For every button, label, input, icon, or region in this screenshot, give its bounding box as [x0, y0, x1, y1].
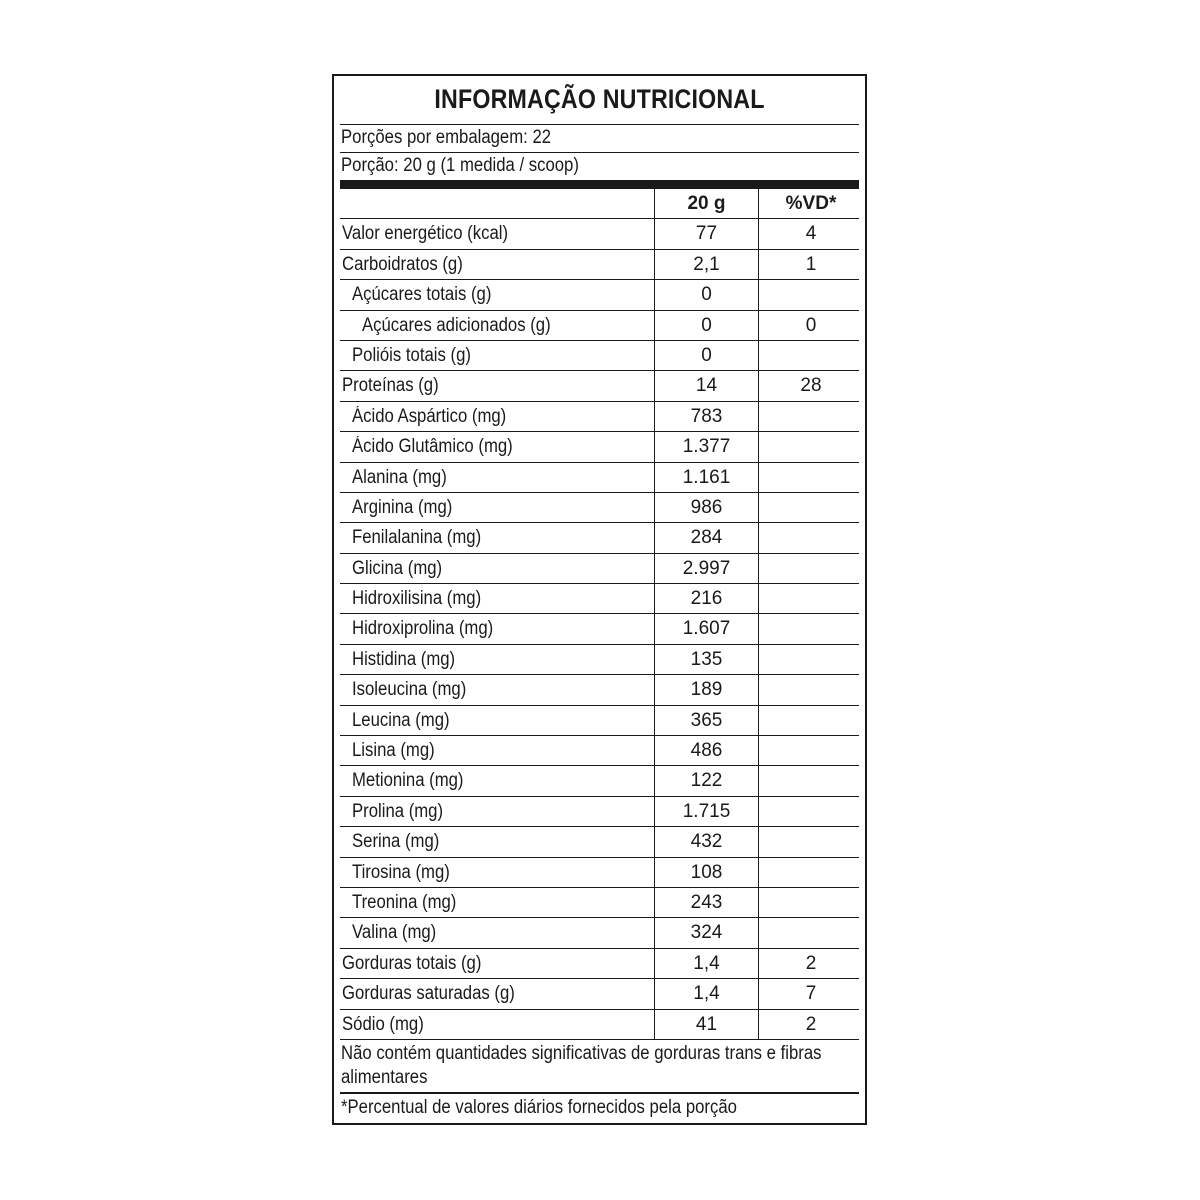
nutrient-name: Carboidratos (g): [342, 253, 463, 275]
nutrient-amount: 135: [654, 645, 758, 674]
table-row: [340, 584, 859, 614]
thick-divider: [340, 180, 859, 189]
nutrition-facts-label: [332, 74, 867, 1125]
nutrient-name: Gorduras totais (g): [342, 952, 482, 974]
nutrient-amount: 2.997: [654, 554, 758, 583]
nutrient-name: Histidina (mg): [352, 648, 456, 670]
nutrient-daily-value: [758, 432, 863, 461]
nutrient-amount: 216: [654, 584, 758, 613]
nutrient-name: Lisina (mg): [352, 740, 435, 762]
nutrient-daily-value: [758, 523, 863, 552]
nutrient-daily-value: 4: [758, 219, 863, 248]
nutrient-daily-value: [758, 797, 863, 826]
table-row: [340, 432, 859, 462]
table-row: [340, 888, 859, 918]
table-row: [340, 311, 859, 341]
table-row: [340, 280, 859, 310]
nutrient-name: Serina (mg): [352, 831, 440, 853]
nutrient-amount: 108: [654, 858, 758, 887]
nutrient-amount: 1,4: [654, 949, 758, 978]
table-row: [340, 493, 859, 523]
nutrient-name: Açúcares totais (g): [352, 284, 492, 306]
table-row: [340, 949, 859, 979]
nutrient-daily-value: [758, 675, 863, 704]
nutrient-daily-value: [758, 766, 863, 795]
nutrient-daily-value: [758, 341, 863, 370]
nutrient-daily-value: [758, 493, 863, 522]
nutrient-name: Valor energético (kcal): [342, 223, 509, 245]
nutrient-amount: 122: [654, 766, 758, 795]
nutrient-daily-value: 7: [758, 979, 863, 1008]
nutrient-amount: 1.377: [654, 432, 758, 461]
table-row: [340, 219, 859, 249]
nutrient-name: Hidroxilisina (mg): [352, 588, 482, 610]
nutrient-amount: 486: [654, 736, 758, 765]
header-daily-value: %VD*: [758, 189, 863, 218]
servings-per-package: Porções por embalagem: 22: [341, 127, 552, 148]
nutrient-name: Isoleucina (mg): [352, 679, 467, 701]
nutrient-daily-value: [758, 827, 863, 856]
nutrient-amount: 189: [654, 675, 758, 704]
nutrient-name: Prolina (mg): [352, 800, 444, 822]
table-row: [340, 979, 859, 1009]
nutrient-name: Proteínas (g): [342, 375, 439, 397]
nutrient-daily-value: [758, 888, 863, 917]
table-row: [340, 554, 859, 584]
nutrient-name: Arginina (mg): [352, 496, 453, 518]
table-row: [340, 858, 859, 888]
nutrient-name: Leucina (mg): [352, 709, 450, 731]
table-header-row: [340, 189, 859, 219]
nutrient-name: Tirosina (mg): [352, 861, 450, 883]
nutrient-daily-value: [758, 280, 863, 309]
table-row: [340, 463, 859, 493]
nutrient-amount: 1,4: [654, 979, 758, 1008]
nutrient-amount: 0: [654, 311, 758, 340]
nutrient-name: Sódio (mg): [342, 1013, 424, 1035]
daily-value-footnote: *Percentual de valores diários fornecidos pela porção: [341, 1097, 737, 1118]
nutrient-name: Açúcares adicionados (g): [362, 314, 551, 336]
nutrient-amount: 432: [654, 827, 758, 856]
nutrient-amount: 0: [654, 341, 758, 370]
nutrient-amount: 284: [654, 523, 758, 552]
nutrient-name: Ácido Glutâmico (mg): [352, 436, 513, 458]
nutrient-daily-value: [758, 463, 863, 492]
table-row: [340, 523, 859, 553]
nutrient-amount: 1.715: [654, 797, 758, 826]
table-row: [340, 706, 859, 736]
nutrient-daily-value: [758, 645, 863, 674]
table-row: [340, 250, 859, 280]
nutrient-daily-value: [758, 402, 863, 431]
table-row: [340, 736, 859, 766]
nutrient-name: Fenilalanina (mg): [352, 527, 482, 549]
table-row: [340, 614, 859, 644]
nutrient-daily-value: [758, 554, 863, 583]
nutrient-name: Metionina (mg): [352, 770, 464, 792]
nutrient-amount: 77: [654, 219, 758, 248]
table-row: [340, 675, 859, 705]
nutrient-amount: 365: [654, 706, 758, 735]
nutrient-amount: 243: [654, 888, 758, 917]
nutrient-amount: 14: [654, 371, 758, 400]
nutrient-daily-value: [758, 584, 863, 613]
nutrient-name: Glicina (mg): [352, 557, 443, 579]
nutrient-amount: 324: [654, 918, 758, 947]
table-row: [340, 918, 859, 948]
table-row: [340, 402, 859, 432]
table-row: [340, 827, 859, 857]
not-significant-note: Não contém quantidades significativas de gorduras trans e fibras alimentares: [341, 1043, 822, 1088]
nutrient-name: Valina (mg): [352, 922, 437, 944]
nutrient-amount: 986: [654, 493, 758, 522]
nutrient-amount: 783: [654, 402, 758, 431]
nutrient-daily-value: [758, 918, 863, 947]
table-row: [340, 371, 859, 401]
header-amount: 20 g: [654, 189, 758, 218]
nutrient-table: [340, 189, 859, 1040]
nutrient-name: Treonina (mg): [352, 891, 457, 913]
nutrient-amount: 41: [654, 1010, 758, 1039]
table-row: [340, 797, 859, 827]
nutrient-name: Gorduras saturadas (g): [342, 983, 515, 1005]
nutrient-name: Alanina (mg): [352, 466, 447, 488]
nutrient-amount: 1.607: [654, 614, 758, 643]
table-row: [340, 766, 859, 796]
nutrient-amount: 2,1: [654, 250, 758, 279]
label-title: INFORMAÇÃO NUTRICIONAL: [434, 84, 765, 114]
nutrient-name: Polióis totais (g): [352, 344, 471, 366]
nutrient-daily-value: 2: [758, 1010, 863, 1039]
nutrient-daily-value: 2: [758, 949, 863, 978]
nutrient-daily-value: [758, 614, 863, 643]
serving-size: Porção: 20 g (1 medida / scoop): [341, 155, 579, 176]
table-row: [340, 645, 859, 675]
nutrient-name: Ácido Aspártico (mg): [352, 405, 507, 427]
table-row: [340, 1010, 859, 1040]
nutrient-daily-value: [758, 706, 863, 735]
table-row: [340, 341, 859, 371]
nutrient-daily-value: [758, 858, 863, 887]
footnote-divider: [340, 1092, 859, 1094]
nutrient-daily-value: [758, 736, 863, 765]
nutrient-name: Hidroxiprolina (mg): [352, 618, 494, 640]
nutrient-daily-value: 1: [758, 250, 863, 279]
nutrient-amount: 1.161: [654, 463, 758, 492]
nutrient-amount: 0: [654, 280, 758, 309]
nutrient-daily-value: 0: [758, 311, 863, 340]
nutrient-daily-value: 28: [758, 371, 863, 400]
